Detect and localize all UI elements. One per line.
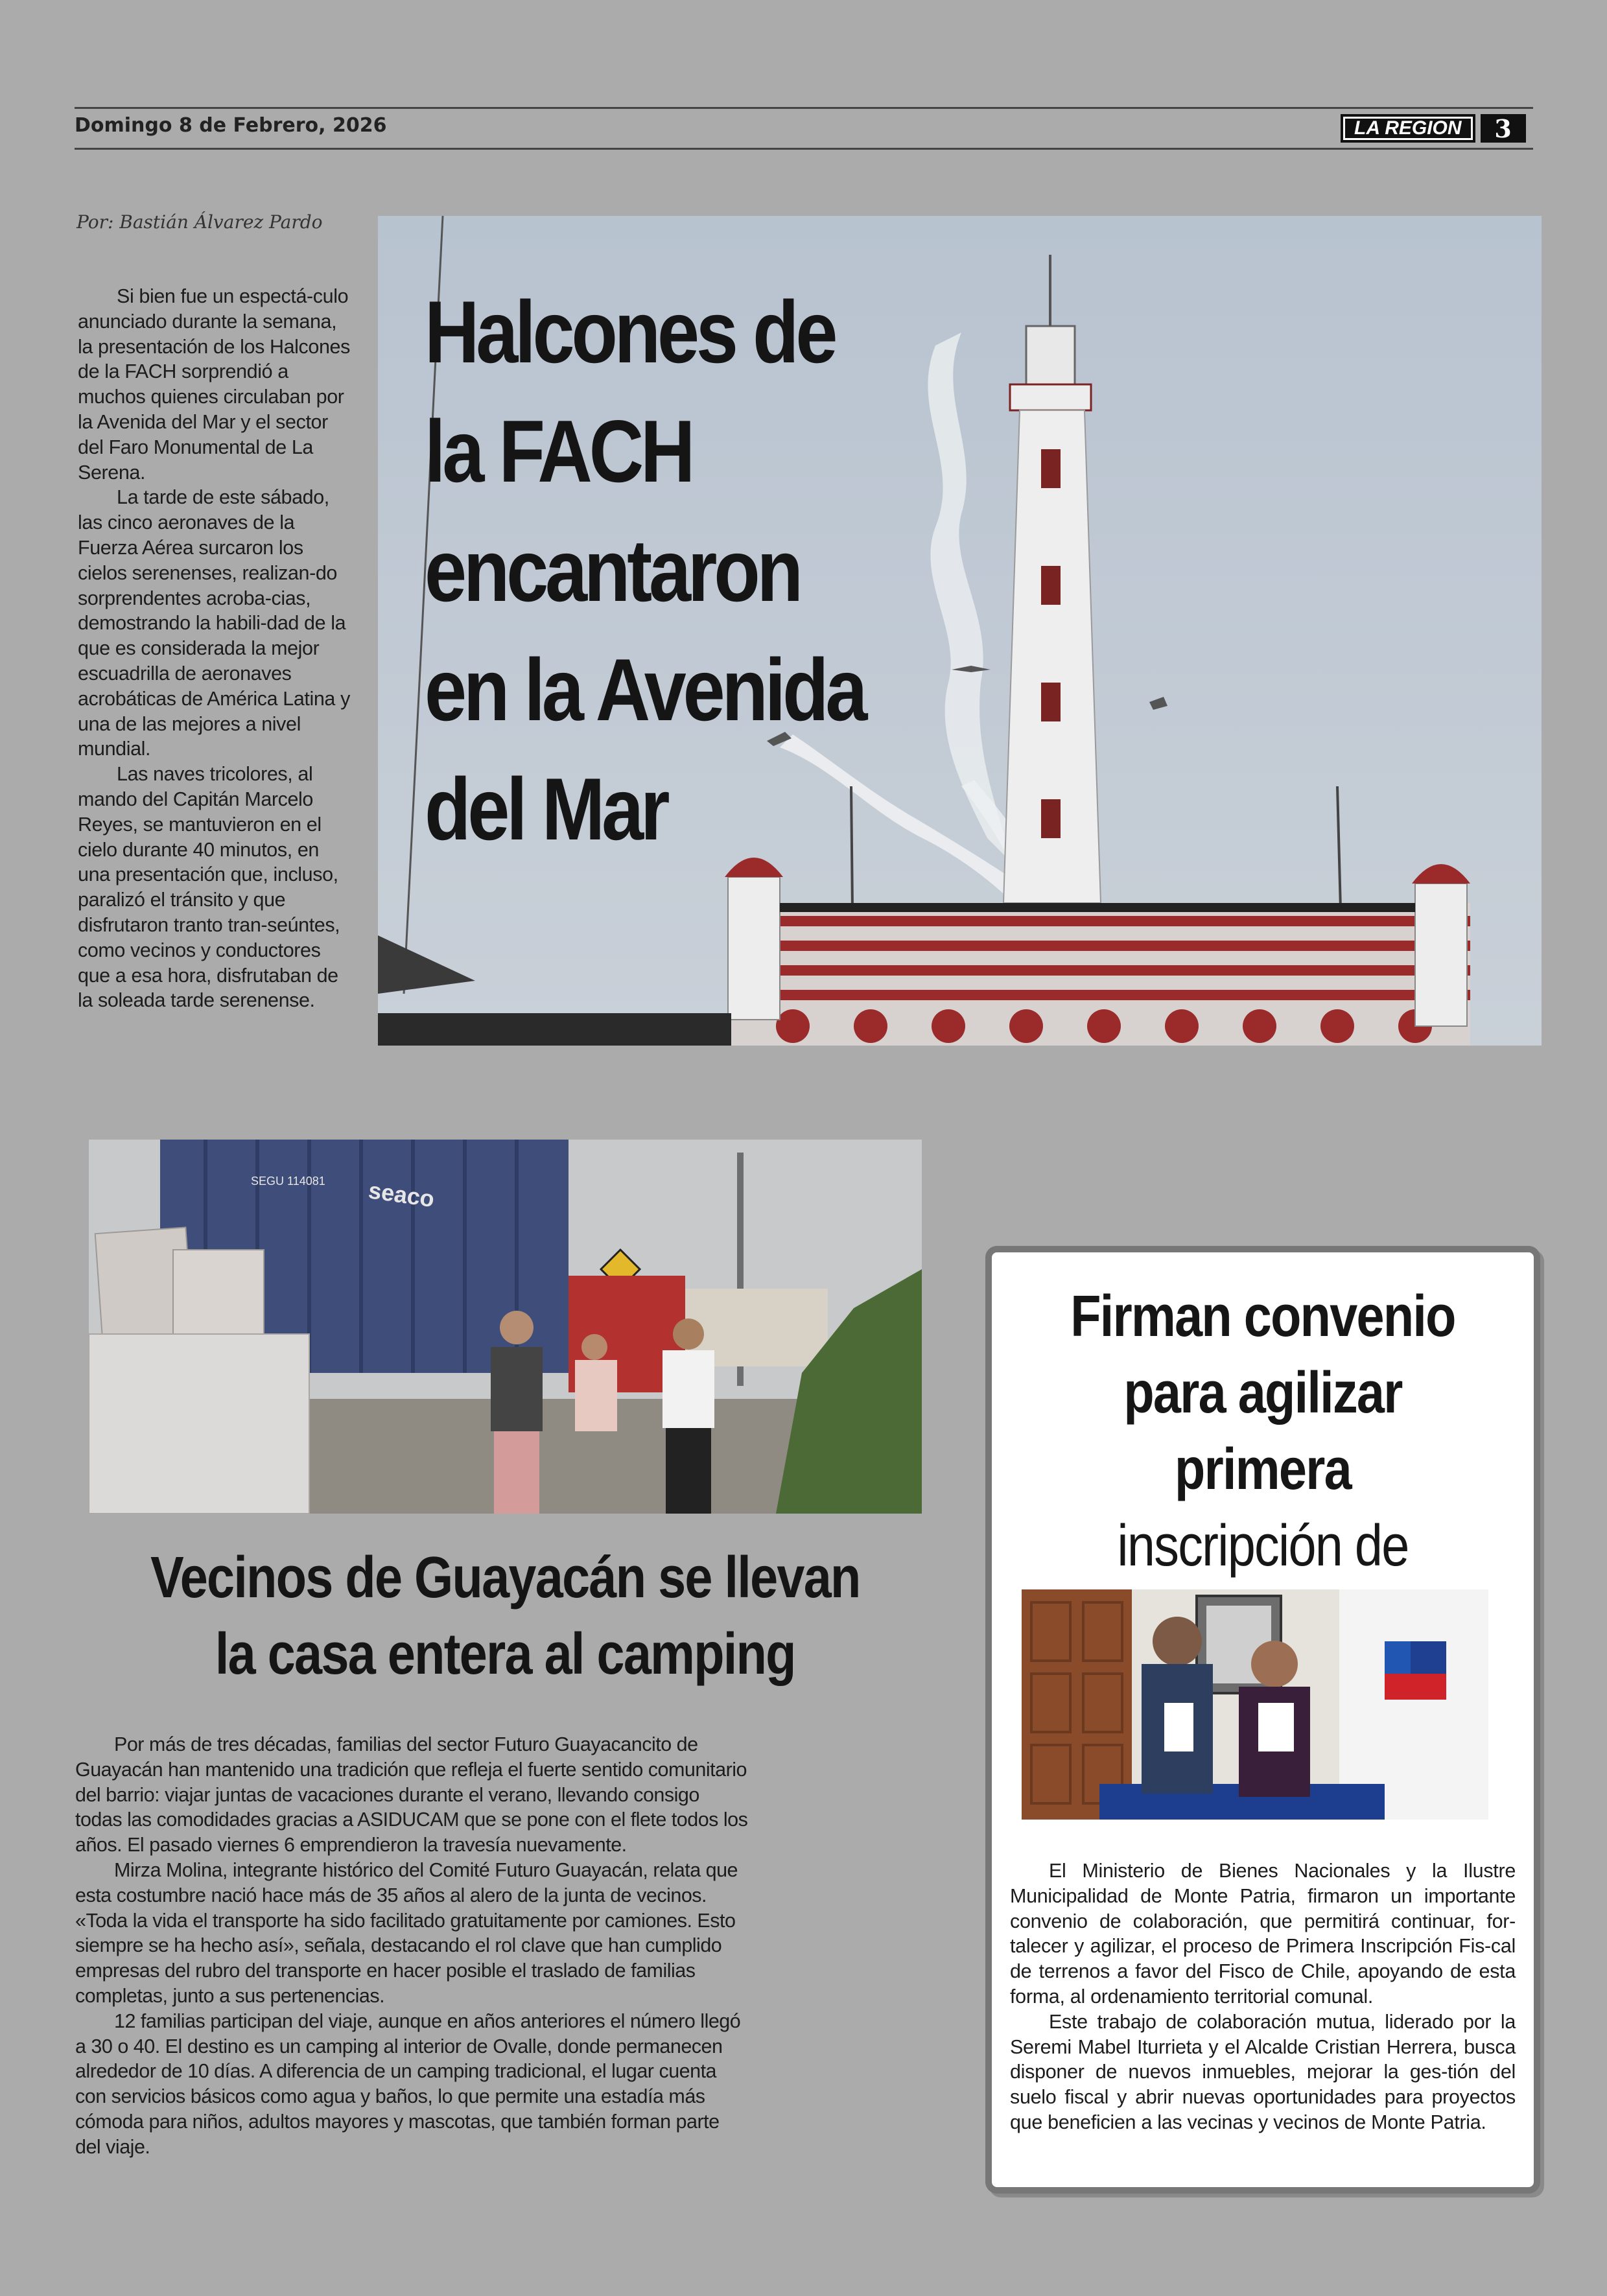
article3-body [1010, 1858, 1516, 2135]
article1-paragraph: Las naves tricolores, al mando del Capitán Marcelo Reyes, se mantuvieron en el cielo durante 40 minutos, en una presentación que, incluso, paralizó el tránsito y que disfrutaron tranto tran-seúntes, como vecinos y conductores que a esa hora, disfrutaban de la soleada tarde serenense. [78, 763, 340, 1012]
page-number: 3 [1481, 114, 1526, 143]
article1-body [78, 284, 350, 1013]
camping-truck-photo [89, 1140, 922, 1514]
headline-line: Halcones de [425, 283, 835, 381]
headline-line: para agilizar primera [1123, 1361, 1402, 1502]
byline: Por: Bastián Álvarez Pardo [76, 211, 323, 233]
article2-headline [89, 1540, 922, 1693]
container-code: SEGU 114081 [251, 1175, 325, 1188]
headline-line: encantaron [425, 521, 800, 620]
header-top-rule [75, 107, 1533, 109]
article2-paragraph: Por más de tres décadas, familias del sector Futuro Guayacancito de Guayacán han mantenido una tradición que refleja el fuerte sentido comunitario del barrio: viajar juntas de vacaciones durante el verano, llevando consigo todas las comodidades gracias a ASIDUCAM que se pone con el flete todos los años. El pasado viernes 6 emprendieron la travesía nuevamente. [75, 1733, 748, 1857]
headline-line: del Mar [425, 760, 667, 858]
masthead [1341, 114, 1526, 143]
headline-line: Firman convenio [1070, 1284, 1455, 1349]
container-logo: seaco [366, 1177, 436, 1213]
agreement-signing-photo [1022, 1589, 1488, 1820]
article2-paragraph: Mirza Molina, integrante histórico del Comité Futuro Guayacán, relata que esta costumbre nació hace más de 35 años al alero de la junta de vecinos. «Toda la vida el transporte ha sido facilitado gratuitamente por camiones. Esto siempre se ha hecho así», señala, destacando el rol clave que han cumplido empresas del rubro del transporte en hacer posible el traslado de familias completas, junto a sus pertenencias. [75, 1858, 738, 2007]
headline-line: la FACH [425, 402, 692, 500]
headline-line: Vecinos de Guayacán se llevan [150, 1545, 860, 1610]
issue-date: Domingo 8 de Febrero, 2026 [75, 114, 387, 137]
header-bottom-rule [75, 148, 1533, 150]
headline-line: en la Avenida [425, 640, 865, 739]
article2-paragraph: 12 familias participan del viaje, aunque en años anteriores el número llegó a 30 o 40. El destino es un camping al interior de Ovalle, donde permanecen alrededor de 10 días. A diferencia de un camping tradicional, el lugar cuenta con servicios básicos como agua y baños, lo que permite una estadía más cómoda para niños, adultos mayores y mascotas, que también forman parte del viaje. [75, 2009, 741, 2158]
sidebar-box [985, 1246, 1540, 2194]
article1-headline [425, 272, 926, 869]
masthead-name: LA REGION [1341, 114, 1475, 143]
article1-paragraph: La tarde de este sábado, las cinco aeronaves de la Fuerza Aérea surcaron los cielos serenenses, realizan-do sorprendentes acroba-cias, demostrando la habili-dad de la que es considerada la mejor escuadrilla de aeronaves acrobáticas de América Latina y una de las mejores a nivel mundial. [78, 486, 350, 760]
headline-line: la casa entera al camping [215, 1622, 795, 1687]
article3-paragraph: Este trabajo de colaboración mutua, liderado por la Seremi Mabel Iturrieta y el Alcalde Cristian Herrera, busca disponer de nuevos inmuebles, mejorar la ges-tión del suelo fiscal y abrir nuevas oportunidades para proyectos que beneficien a las vecinas y vecinos de Monte Patria. [1010, 2010, 1516, 2133]
article1-paragraph: Si bien fue un espectá-culo anunciado durante la semana, la presentación de los Halcones de la FACH sorprendió a muchos quienes circulaban por la Avenida del Mar y el sector del Faro Monumental de La Serena. [78, 285, 350, 484]
headline-line: inscripción de [1117, 1514, 1409, 1578]
article3-paragraph: El Ministerio de Bienes Nacionales y la Ilustre Municipalidad de Monte Patria, firmaron un importante convenio de colaboración, que permitirá continuar, for-talecer y agilizar, el proceso de Primera Inscripción Fis-cal de terrenos a favor del Fisco de Chile, apoyando de esta forma, al ordenamiento territorial comunal. [1010, 1860, 1516, 2008]
article2-body [75, 1732, 749, 2160]
